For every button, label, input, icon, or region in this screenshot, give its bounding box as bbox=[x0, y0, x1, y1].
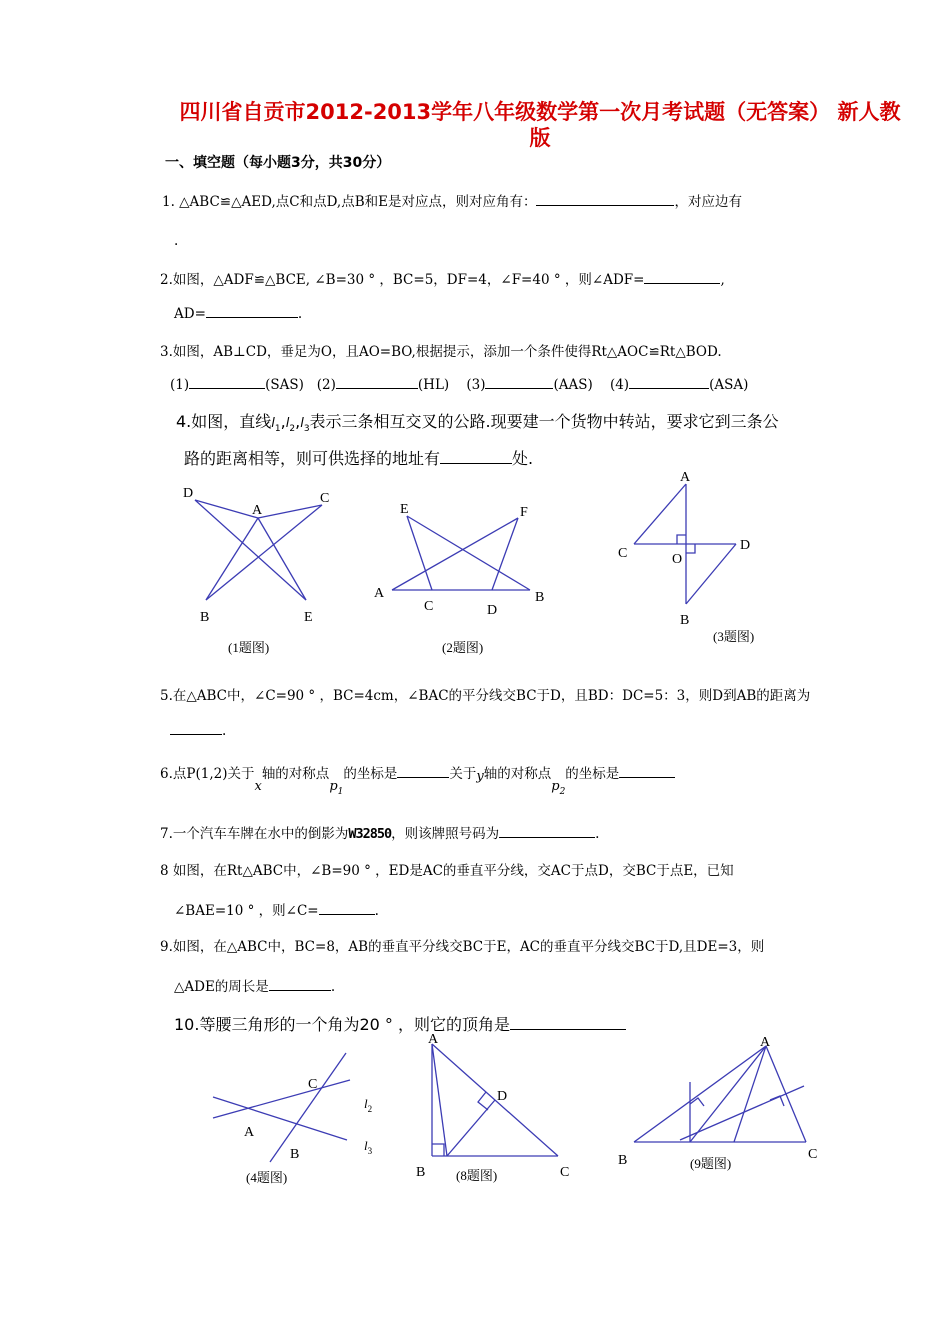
q3-hl: (HL) bbox=[417, 377, 450, 393]
q10-text: 10.等腰三角形的一个角为20 ° ，则它的顶角是 bbox=[174, 1015, 510, 1034]
fig9-label-b: B bbox=[618, 1153, 628, 1168]
q6-x-axis: x bbox=[254, 779, 262, 794]
fig4-caption: (4题图) bbox=[246, 1170, 288, 1185]
fig4-line-l2 bbox=[213, 1097, 347, 1140]
figure-2 bbox=[392, 516, 530, 590]
fig9-label-a: A bbox=[760, 1035, 771, 1050]
fig4-l3-letter: l bbox=[364, 1138, 368, 1153]
fig8-right-angle-b bbox=[432, 1144, 444, 1156]
fig4-label-l2 bbox=[364, 1096, 372, 1114]
q2-period: . bbox=[297, 306, 303, 322]
fig4-label-a: A bbox=[244, 1125, 255, 1140]
fig3-label-a: A bbox=[680, 470, 691, 485]
q4-sep-1: , bbox=[280, 412, 286, 431]
fig8-caption: (8题图) bbox=[456, 1168, 498, 1183]
q3-asa: (ASA) bbox=[709, 377, 749, 393]
q6-p2-letter: p bbox=[551, 779, 560, 794]
q3-label-4: (4) bbox=[609, 377, 630, 393]
fig4-l2-letter: l bbox=[364, 1096, 368, 1111]
q3-label-3: (3) bbox=[466, 377, 486, 393]
fig4-label-c: C bbox=[308, 1077, 318, 1092]
q7-text: 7.一个汽车车牌在水中的倒影为 bbox=[160, 826, 349, 842]
fig8-label-d: D bbox=[497, 1089, 508, 1104]
fig1-label-a: A bbox=[252, 503, 263, 518]
q4-text-3: 路的距离相等，则可供选择的地址有 bbox=[184, 449, 441, 468]
q6-text-2: 轴的对称点 bbox=[261, 766, 330, 782]
fig8-line-ae bbox=[432, 1044, 447, 1156]
fig2-line-fd bbox=[492, 518, 518, 590]
q3-label-1: (1) bbox=[170, 377, 190, 393]
fig9-label-c: C bbox=[808, 1147, 818, 1162]
q6-text: 6.点P(1,2)关于 bbox=[160, 766, 255, 782]
fig2-label-e: E bbox=[400, 502, 409, 517]
fig1-line-cb bbox=[206, 505, 322, 600]
fig8-line-de bbox=[447, 1100, 495, 1156]
q7-text-2: ，则该牌照号码为 bbox=[391, 826, 500, 842]
fig4-line-l3 bbox=[270, 1053, 346, 1162]
q4-end: 处. bbox=[512, 449, 534, 468]
fig4-line-l1 bbox=[213, 1080, 350, 1118]
fig9-line-perp-ac bbox=[680, 1086, 804, 1140]
question-3: 3.如图，AB⊥CD，垂足为O，且AO=BO,根据提示，添加一个条件使得Rt△AOC≌Rt△BOD. bbox=[160, 344, 722, 360]
question-8: 8 如图，在Rt△ABC中，∠B=90 ° ，ED是AC的垂直平分线，交AC于点D，交BC于点E，已知 bbox=[160, 863, 734, 879]
fig9-line-ae bbox=[690, 1046, 766, 1142]
fig9-right-angle-2 bbox=[770, 1096, 784, 1106]
q6-text-3: 的坐标是 bbox=[343, 766, 398, 782]
fig2-label-d: D bbox=[487, 603, 498, 618]
q4-text: 4.如图，直线 bbox=[176, 412, 272, 431]
figure-9 bbox=[634, 1046, 806, 1142]
q1-text: 1. △ABC≌△AED,点C和点D,点B和E是对应点，则对应角有： bbox=[162, 194, 537, 210]
q6-text-4: 关于 bbox=[449, 766, 477, 782]
fig2-label-a: A bbox=[374, 586, 385, 601]
q3-aas: (AAS) bbox=[553, 377, 593, 393]
figure-3 bbox=[634, 484, 736, 604]
q4-sub-3: 3 bbox=[303, 424, 310, 434]
fig4-label-b: B bbox=[290, 1147, 300, 1162]
fig3-caption: (3题图) bbox=[713, 629, 755, 644]
q3-label-2: (2) bbox=[316, 377, 336, 393]
fig2-label-b: B bbox=[535, 590, 545, 605]
fig4-label-l3 bbox=[364, 1138, 373, 1156]
question-9: 9.如图，在△ABC中，BC=8，AB的垂直平分线交BC于E，AC的垂直平分线交BC于D,且DE=3，则 bbox=[160, 939, 765, 955]
q8-period: . bbox=[374, 903, 379, 919]
q2-ad-label: AD= bbox=[174, 306, 206, 322]
fig1-line-ae bbox=[258, 518, 306, 600]
q1-end: . bbox=[174, 233, 179, 249]
fig1-line-ac bbox=[258, 505, 322, 518]
q5-period: . bbox=[222, 723, 227, 739]
fig1-label-b: B bbox=[200, 610, 210, 625]
q6-p1-sub: 1 bbox=[337, 787, 344, 797]
q3-sas: (SAS) bbox=[265, 377, 304, 393]
q6-y-axis: y bbox=[476, 769, 484, 784]
fig2-line-eb bbox=[407, 516, 530, 590]
q2-text: 2.如图，△ADF≌△BCE, ∠B=30 ° ，BC=5，DF=4，∠F=40 ° ，则∠ADF= bbox=[160, 272, 645, 288]
page-title: 四川省自贡市2012-2013学年八年级数学第一次月考试题（无答案） 新人教版 bbox=[179, 100, 901, 150]
fig3-label-b: B bbox=[680, 613, 690, 628]
q7-period: . bbox=[595, 826, 600, 842]
fig8-right-angle-d bbox=[478, 1092, 488, 1110]
fig3-right-angle-1 bbox=[677, 535, 686, 544]
q1-text-2: ，对应边有 bbox=[674, 194, 742, 210]
fig1-caption: (1题图) bbox=[228, 640, 270, 655]
q4-l2: l bbox=[285, 416, 290, 431]
fig1-line-ab bbox=[206, 518, 258, 600]
question-5: 5.在△ABC中，∠C=90 ° ，BC=4cm，∠BAC的平分线交BC于D，且BD：DC=5：3，则D到AB的距离为 bbox=[160, 688, 811, 704]
q9-text-2: △ADE的周长是 bbox=[174, 979, 269, 995]
fig3-label-o: O bbox=[672, 552, 683, 567]
q4-text-2: 表示三条相互交叉的公路.现要建一个货物中转站，要求它到三条公 bbox=[309, 412, 779, 431]
q8-text-2: ∠BAE=10 ° ，则∠C= bbox=[174, 903, 319, 919]
q6-p2-sub: 2 bbox=[559, 787, 566, 797]
q4-sub-2: 2 bbox=[289, 424, 296, 434]
fig2-label-c: C bbox=[424, 599, 434, 614]
q9-period: . bbox=[330, 979, 336, 995]
fig3-label-c: C bbox=[618, 546, 628, 561]
fig4-l2-sub: 2 bbox=[367, 1104, 373, 1114]
fig8-label-b: B bbox=[416, 1165, 426, 1180]
q4-l3: l bbox=[300, 416, 304, 431]
q6-text-5: 轴的对称点 bbox=[483, 766, 552, 782]
fig2-caption: (2题图) bbox=[442, 640, 484, 655]
q6-text-6: 的坐标是 bbox=[565, 766, 620, 782]
q7-plate-reflection: W32850 bbox=[348, 826, 392, 842]
section-heading: 一、填空题（每小题3分，共30分） bbox=[165, 155, 391, 171]
fig1-label-c: C bbox=[320, 491, 330, 506]
fig3-label-d: D bbox=[740, 538, 751, 553]
q4-sep-2: , bbox=[295, 412, 301, 431]
fig8-label-c: C bbox=[560, 1165, 570, 1180]
fig3-right-angle-2 bbox=[686, 544, 695, 553]
q2-comma: , bbox=[720, 272, 725, 288]
q4-sub-1: 1 bbox=[274, 424, 281, 434]
q6-p1-letter: p bbox=[329, 779, 338, 794]
fig2-label-f: F bbox=[520, 505, 528, 520]
fig4-l3-sub: 3 bbox=[367, 1146, 373, 1156]
q4-l1: l bbox=[271, 416, 275, 431]
figure-4 bbox=[213, 1053, 350, 1162]
fig9-caption: (9题图) bbox=[690, 1156, 732, 1171]
fig1-line-de bbox=[195, 500, 306, 600]
fig8-label-a: A bbox=[428, 1032, 439, 1047]
fig9-line-ab bbox=[634, 1046, 766, 1142]
figure-8 bbox=[432, 1044, 558, 1156]
fig9-line-ad bbox=[734, 1046, 766, 1142]
fig1-label-d: D bbox=[183, 486, 194, 501]
fig1-label-e: E bbox=[304, 610, 313, 625]
